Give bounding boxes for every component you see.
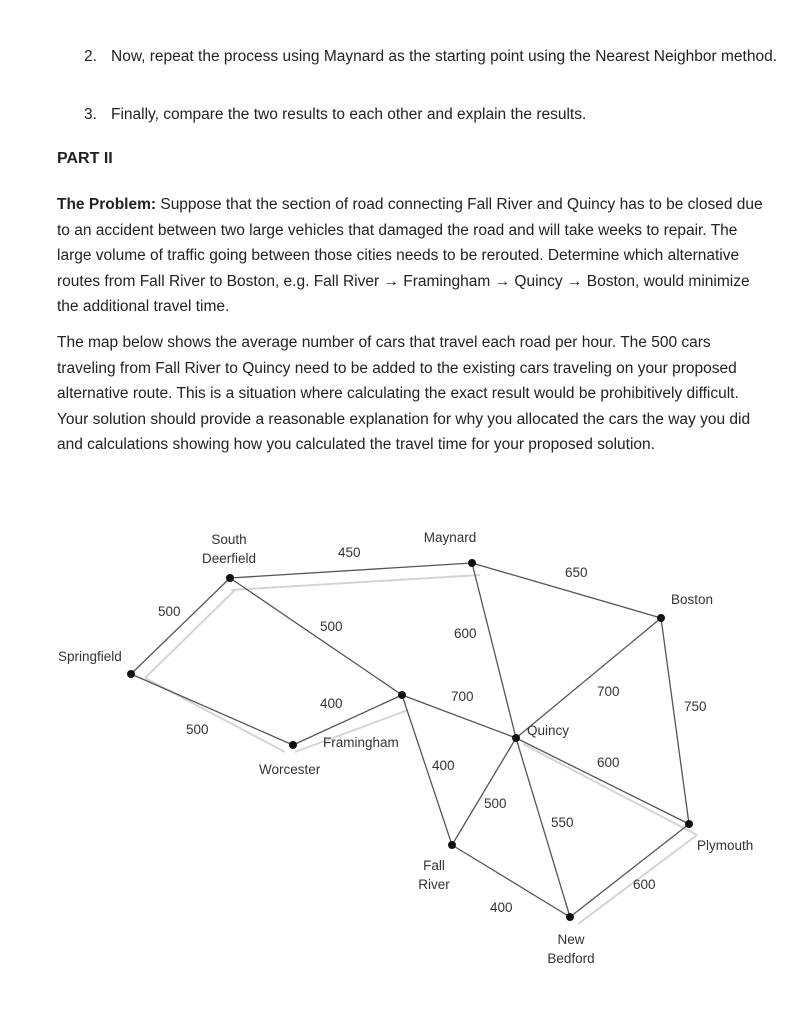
city-dot-plymouth bbox=[685, 820, 693, 828]
edge-label: 700 bbox=[597, 684, 620, 699]
problem-label: The Problem: bbox=[57, 196, 157, 213]
city-label-south-deerfield: South bbox=[211, 532, 247, 547]
edge-label: 600 bbox=[633, 877, 656, 892]
city-dot-south-deerfield bbox=[226, 574, 234, 582]
edge-label: 400 bbox=[432, 758, 455, 773]
list-number: 2. bbox=[84, 48, 97, 65]
road-springfield-south-deerfield bbox=[131, 578, 230, 674]
road-boston-quincy bbox=[516, 618, 661, 738]
list-number: 3. bbox=[84, 106, 97, 123]
road-new-bedford-plymouth bbox=[570, 824, 689, 917]
edge-label: 600 bbox=[597, 755, 620, 770]
list-text: Now, repeat the process using Maynard as the starting point using the Nearest Neighbor method. bbox=[111, 48, 778, 65]
edge-label: 700 bbox=[451, 689, 474, 704]
road-quincy-plymouth bbox=[516, 738, 689, 824]
edge-label: 500 bbox=[158, 604, 181, 619]
city-dot-boston bbox=[657, 614, 665, 622]
city-dot-springfield bbox=[127, 670, 135, 678]
edge-label: 400 bbox=[490, 900, 513, 915]
city-label-plymouth: Plymouth bbox=[697, 838, 754, 853]
city-dot-maynard bbox=[468, 559, 476, 567]
road-springfield-worcester bbox=[131, 674, 293, 745]
city-dot-quincy bbox=[512, 734, 520, 742]
edge-label: 750 bbox=[684, 699, 707, 714]
edge-label: 550 bbox=[551, 815, 574, 830]
road-quincy-fall-river bbox=[452, 738, 516, 845]
city-label-fall-river: Fall bbox=[423, 858, 445, 873]
road-maynard-quincy bbox=[472, 563, 516, 738]
edge-label: 500 bbox=[186, 722, 209, 737]
city-dot-framingham bbox=[398, 691, 406, 699]
city-dot-worcester bbox=[289, 741, 297, 749]
edge-label: 600 bbox=[454, 626, 477, 641]
city-label-new-bedford: Bedford bbox=[547, 951, 595, 966]
city-label-boston: Boston bbox=[670, 592, 714, 607]
city-label-south-deerfield: Deerfield bbox=[201, 551, 257, 566]
map-shadow-lines bbox=[145, 575, 697, 924]
edge-label: 650 bbox=[565, 565, 588, 580]
road-south-deerfield-maynard bbox=[230, 563, 472, 578]
city-label-fall-river: River bbox=[418, 877, 450, 892]
city-label-framingham: Framingham bbox=[323, 735, 399, 750]
section-heading: PART II bbox=[57, 150, 113, 167]
edge-label: 500 bbox=[484, 796, 507, 811]
city-label-worcester: Worcester bbox=[259, 762, 321, 777]
road-south-deerfield-framingham bbox=[230, 578, 402, 695]
city-label-quincy: Quincy bbox=[527, 723, 570, 738]
road-boston-plymouth bbox=[661, 618, 689, 824]
city-dot-fall-river bbox=[448, 841, 456, 849]
map-city-labels bbox=[58, 530, 753, 966]
city-dot-new-bedford bbox=[566, 913, 574, 921]
list-text: Finally, compare the two results to each other and explain the results. bbox=[111, 106, 587, 123]
city-label-maynard: Maynard bbox=[423, 530, 477, 545]
edge-label: 450 bbox=[338, 545, 361, 560]
city-label-springfield: Springfield bbox=[58, 649, 122, 664]
edge-label: 500 bbox=[320, 619, 343, 634]
city-label-new-bedford: New bbox=[557, 932, 585, 947]
problem-text: Suppose that the section of road connecting Fall River and Quincy has to be closed due to an accident between two large vehicles that damaged the road and will take weeks to repair. The large volume of traffic going between those cities needs to be rerouted. Determine which alternative routes from Fall River to Boston, e.g. Fall River → Framingham → Quincy → Boston, would minimize the additional travel time. bbox=[57, 196, 763, 315]
map-roads bbox=[131, 563, 689, 917]
map-description-paragraph: The map below shows the average number of cars that travel each road per hour. The 500 cars traveling from Fall River to Quincy need to be added to the existing cars traveling on your proposed alternative route. This is a situation where calculating the exact result would be prohibitively difficult. Your solution should provide a reasonable explanation for why you allocated the cars the way you did and calculations showing how you calculated the travel time for your proposed solution. bbox=[57, 334, 751, 453]
edge-label: 400 bbox=[320, 696, 343, 711]
